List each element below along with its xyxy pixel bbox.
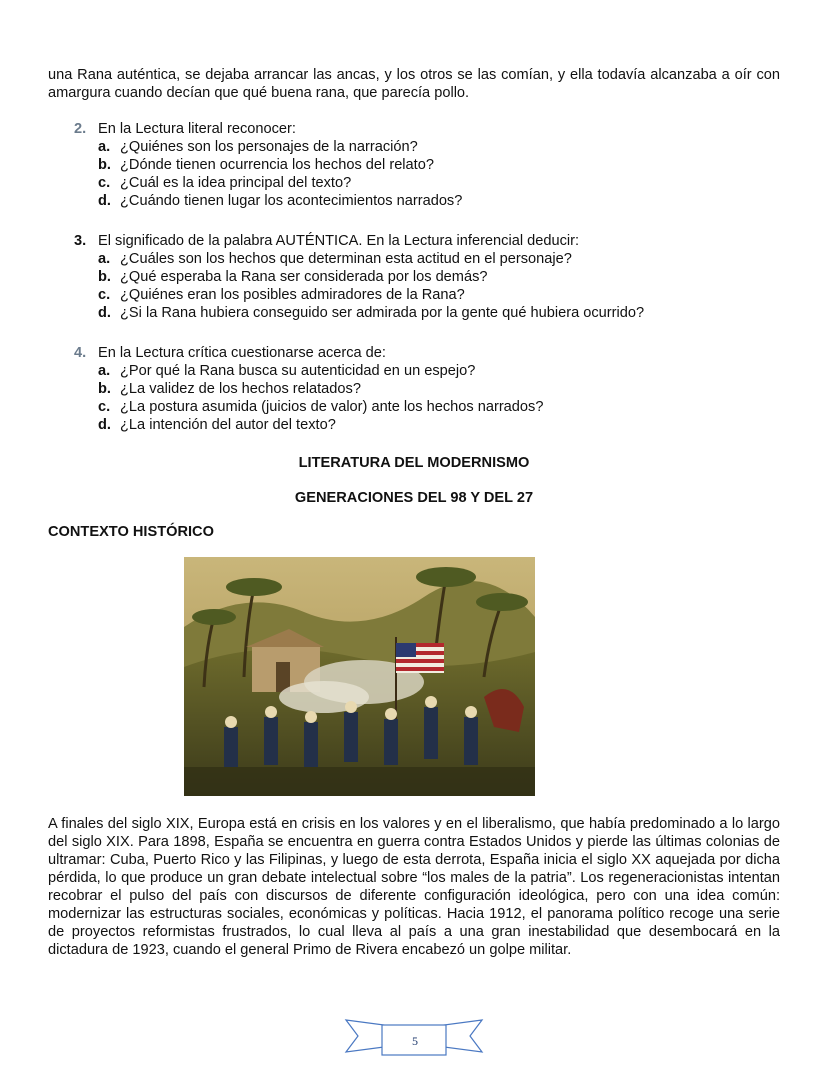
list-item: d. ¿Si la Rana hubiera conseguido ser admirada por la gente qué hubiera ocurrido? xyxy=(98,305,645,321)
question-items xyxy=(74,138,774,210)
list-item: c. ¿Cuál es la idea principal del texto? xyxy=(98,175,352,191)
list-item: b. ¿Dónde tienen ocurrencia los hechos del relato? xyxy=(98,157,434,173)
intro-paragraph: una Rana auténtica, se dejaba arrancar las ancas, y los otros se las comían, y ella todavía alcanzaba a oír con amargura cuando decían que qué buena rana, que parecía pollo. xyxy=(48,67,780,101)
question-number: 4. xyxy=(74,345,87,361)
list-item: c. ¿Quiénes eran los posibles admiradores de la Rana? xyxy=(98,287,465,303)
list-item: a. ¿Quiénes son los personajes de la narración? xyxy=(98,139,418,155)
historical-context-paragraph: A finales del siglo XIX, Europa está en crisis en los valores y en el liberalismo, que había predominado a lo largo del siglo XIX. Para 1898, España se encuentra en guerra contra Estados Unidos y pierde las últimas colonias de ultramar: Cuba, Puerto Rico y las Filipinas, y luego de esta derrota, España inicia el siglo XX aquejada por dicha pérdida, lo que produce un gran debate intelectual sobre “los males de la patria”. Los regeneracionistas intentan recobrar el pulso del país con discursos de diferente configuración ideológica, pero con una idea común: modernizar las estructuras sociales, económicas y políticas. Hacia 1912, el panorama político recoge una serie de proyectos reformistas frustrados, lo cual lleva al país a una gran inestabilidad que desembocará en la dictadura de 1923, cuando el general Primo de Rivera encabezó un golpe militar. xyxy=(48,816,780,958)
question-number: 3. xyxy=(74,233,87,249)
title-modernismo: LITERATURA DEL MODERNISMO xyxy=(298,455,530,471)
page-number: 5 xyxy=(412,1034,418,1048)
list-item: b. ¿La validez de los hechos relatados? xyxy=(98,381,361,397)
question-number: 2. xyxy=(74,121,87,137)
question-3 xyxy=(74,232,774,322)
question-items xyxy=(74,362,774,434)
list-item: d. ¿Cuándo tienen lugar los acontecimientos narrados? xyxy=(98,193,463,209)
list-item: a. ¿Cuáles son los hechos que determinan esta actitud en el personaje? xyxy=(98,251,572,267)
list-item: c. ¿La postura asumida (juicios de valor) ante los hechos narrados? xyxy=(98,399,544,415)
section-heading: CONTEXTO HISTÓRICO xyxy=(48,524,214,540)
question-4 xyxy=(74,344,774,434)
question-2 xyxy=(74,120,774,210)
question-text: El significado de la palabra AUTÉNTICA. En la Lectura inferencial deducir: xyxy=(98,233,580,249)
question-text: En la Lectura literal reconocer: xyxy=(98,121,296,137)
question-text: En la Lectura crítica cuestionarse acerca de: xyxy=(98,345,386,361)
list-item: a. ¿Por qué la Rana busca su autenticidad en un espejo? xyxy=(98,363,476,379)
battle-painting-image xyxy=(184,557,535,796)
list-item: d. ¿La intención del autor del texto? xyxy=(98,417,336,433)
question-items xyxy=(74,250,774,322)
title-generaciones: GENERACIONES DEL 98 Y DEL 27 xyxy=(294,490,534,506)
list-item: b. ¿Qué esperaba la Rana ser considerada por los demás? xyxy=(98,269,488,285)
